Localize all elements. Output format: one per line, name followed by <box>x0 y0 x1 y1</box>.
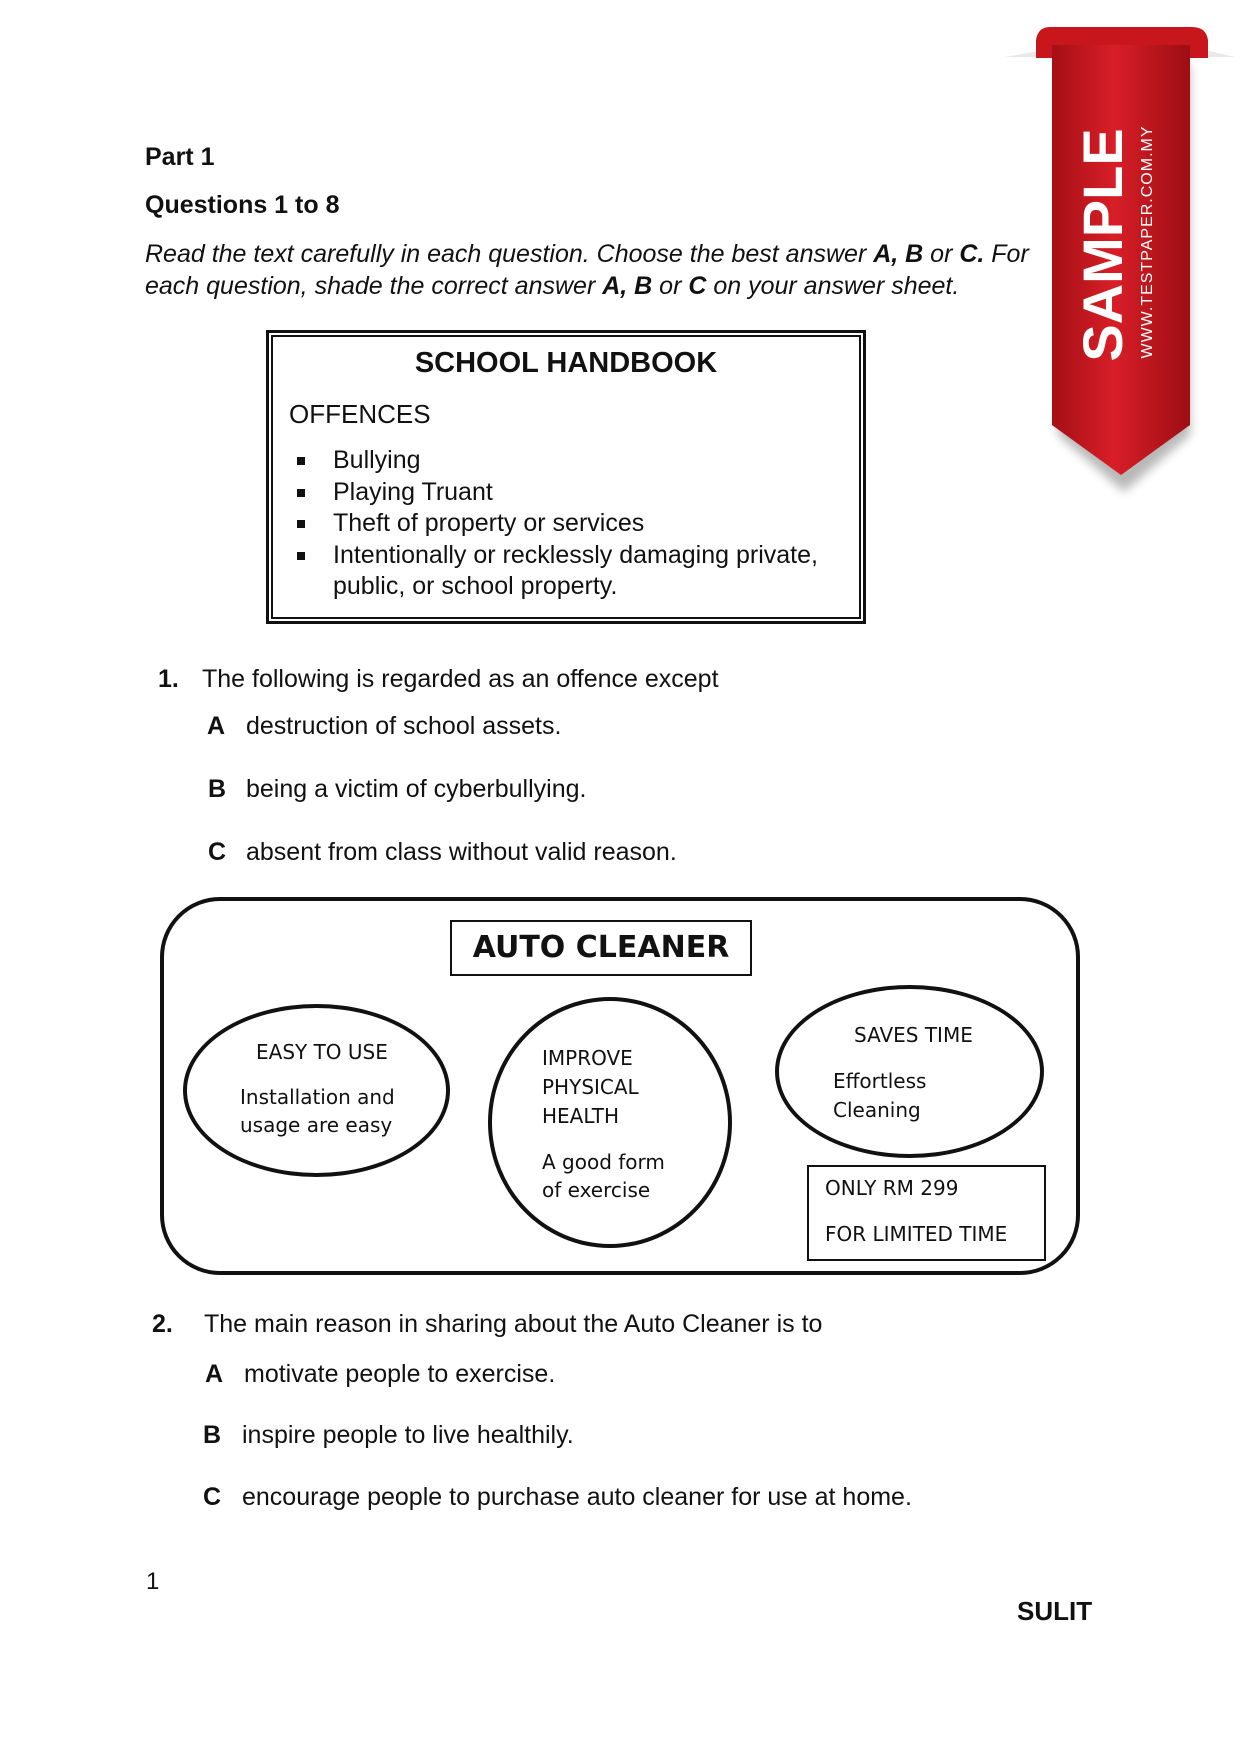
sample-ribbon <box>1000 0 1240 500</box>
health-line-3: HEALTH <box>542 1104 620 1128</box>
q1-option-a-letter[interactable]: A <box>207 712 226 740</box>
handbook-section-title: OFFENCES <box>289 399 431 429</box>
health-line-2: PHYSICAL <box>542 1075 639 1099</box>
q2-option-b-letter[interactable]: B <box>203 1421 222 1449</box>
question-1-number: 1. <box>158 665 179 693</box>
school-handbook-box <box>266 330 866 624</box>
instr-6: A, B <box>602 272 653 300</box>
ribbon-icon <box>1000 0 1240 500</box>
handbook-title: SCHOOL HANDBOOK <box>414 347 718 379</box>
bullet-icon <box>297 457 305 465</box>
bullet-icon <box>297 520 305 528</box>
advert-title: AUTO CLEANER <box>450 920 752 976</box>
instr-7: or <box>652 272 689 300</box>
easy-heading: EASY TO USE <box>256 1040 388 1064</box>
offence-text: Theft of property or services <box>333 509 645 537</box>
time-heading: SAVES TIME <box>854 1023 973 1047</box>
instr-3: or <box>923 240 960 268</box>
instr-8: C <box>688 272 707 300</box>
list-item <box>289 508 849 540</box>
instr-9: on your answer sheet. <box>706 272 960 300</box>
ribbon-website: WWW.TESTPAPER.COM.MY <box>1139 125 1156 359</box>
q1-option-c-letter[interactable]: C <box>208 838 227 866</box>
bullet-icon <box>297 552 305 560</box>
q2-option-c-text: encourage people to purchase auto cleaner for use at home. <box>242 1483 912 1511</box>
health-line-4: A good form <box>542 1150 665 1174</box>
question-1-text: The following is regarded as an offence except <box>202 665 719 693</box>
q2-option-c-letter[interactable]: C <box>203 1483 222 1511</box>
bullet-icon <box>297 489 305 497</box>
part-heading: Part 1 <box>145 143 215 171</box>
q1-option-b-text: being a victim of cyberbullying. <box>246 775 587 803</box>
instr-5: For each question, shade the correct answer <box>145 240 1029 300</box>
offences-list <box>289 445 849 603</box>
ribbon-label: SAMPLE <box>1071 128 1134 362</box>
time-line-2: Cleaning <box>833 1098 921 1122</box>
q2-option-a-text: motivate people to exercise. <box>244 1360 556 1388</box>
list-item <box>289 445 849 477</box>
offence-text: Playing Truant <box>333 477 493 506</box>
question-2-text: The main reason in sharing about the Auto Cleaner is to <box>204 1310 823 1338</box>
instr-1: Read the text carefully in each question. Choose the best answer <box>145 240 874 268</box>
list-item <box>289 477 849 509</box>
q1-option-b-letter[interactable]: B <box>208 775 227 803</box>
instructions <box>145 238 1045 302</box>
list-item <box>289 540 849 603</box>
easy-line-2: usage are easy <box>240 1113 393 1137</box>
price-line-2: FOR LIMITED TIME <box>825 1222 1008 1246</box>
health-line-5: of exercise <box>542 1178 651 1202</box>
easy-line-1: Installation and <box>240 1085 395 1109</box>
instr-4: C. <box>959 240 985 268</box>
page-number: 1 <box>146 1568 160 1595</box>
instr-2: A, B <box>873 240 924 268</box>
q2-option-a-letter[interactable]: A <box>205 1360 224 1388</box>
q2-option-b-text: inspire people to live healthily. <box>242 1421 574 1449</box>
health-line-1: IMPROVE <box>542 1046 633 1070</box>
q1-option-c-text: absent from class without valid reason. <box>246 838 677 866</box>
time-line-1: Effortless <box>833 1069 927 1093</box>
classification-label: SULIT <box>1017 1596 1093 1626</box>
questions-range-heading: Questions 1 to 8 <box>145 191 340 219</box>
offence-text: Intentionally or recklessly damaging private, public, or school property. <box>333 540 818 600</box>
offence-text: Bullying <box>333 446 421 474</box>
q1-option-a-text: destruction of school assets. <box>246 712 562 740</box>
price-line-1: ONLY RM 299 <box>825 1176 959 1200</box>
question-2-number: 2. <box>152 1310 173 1338</box>
